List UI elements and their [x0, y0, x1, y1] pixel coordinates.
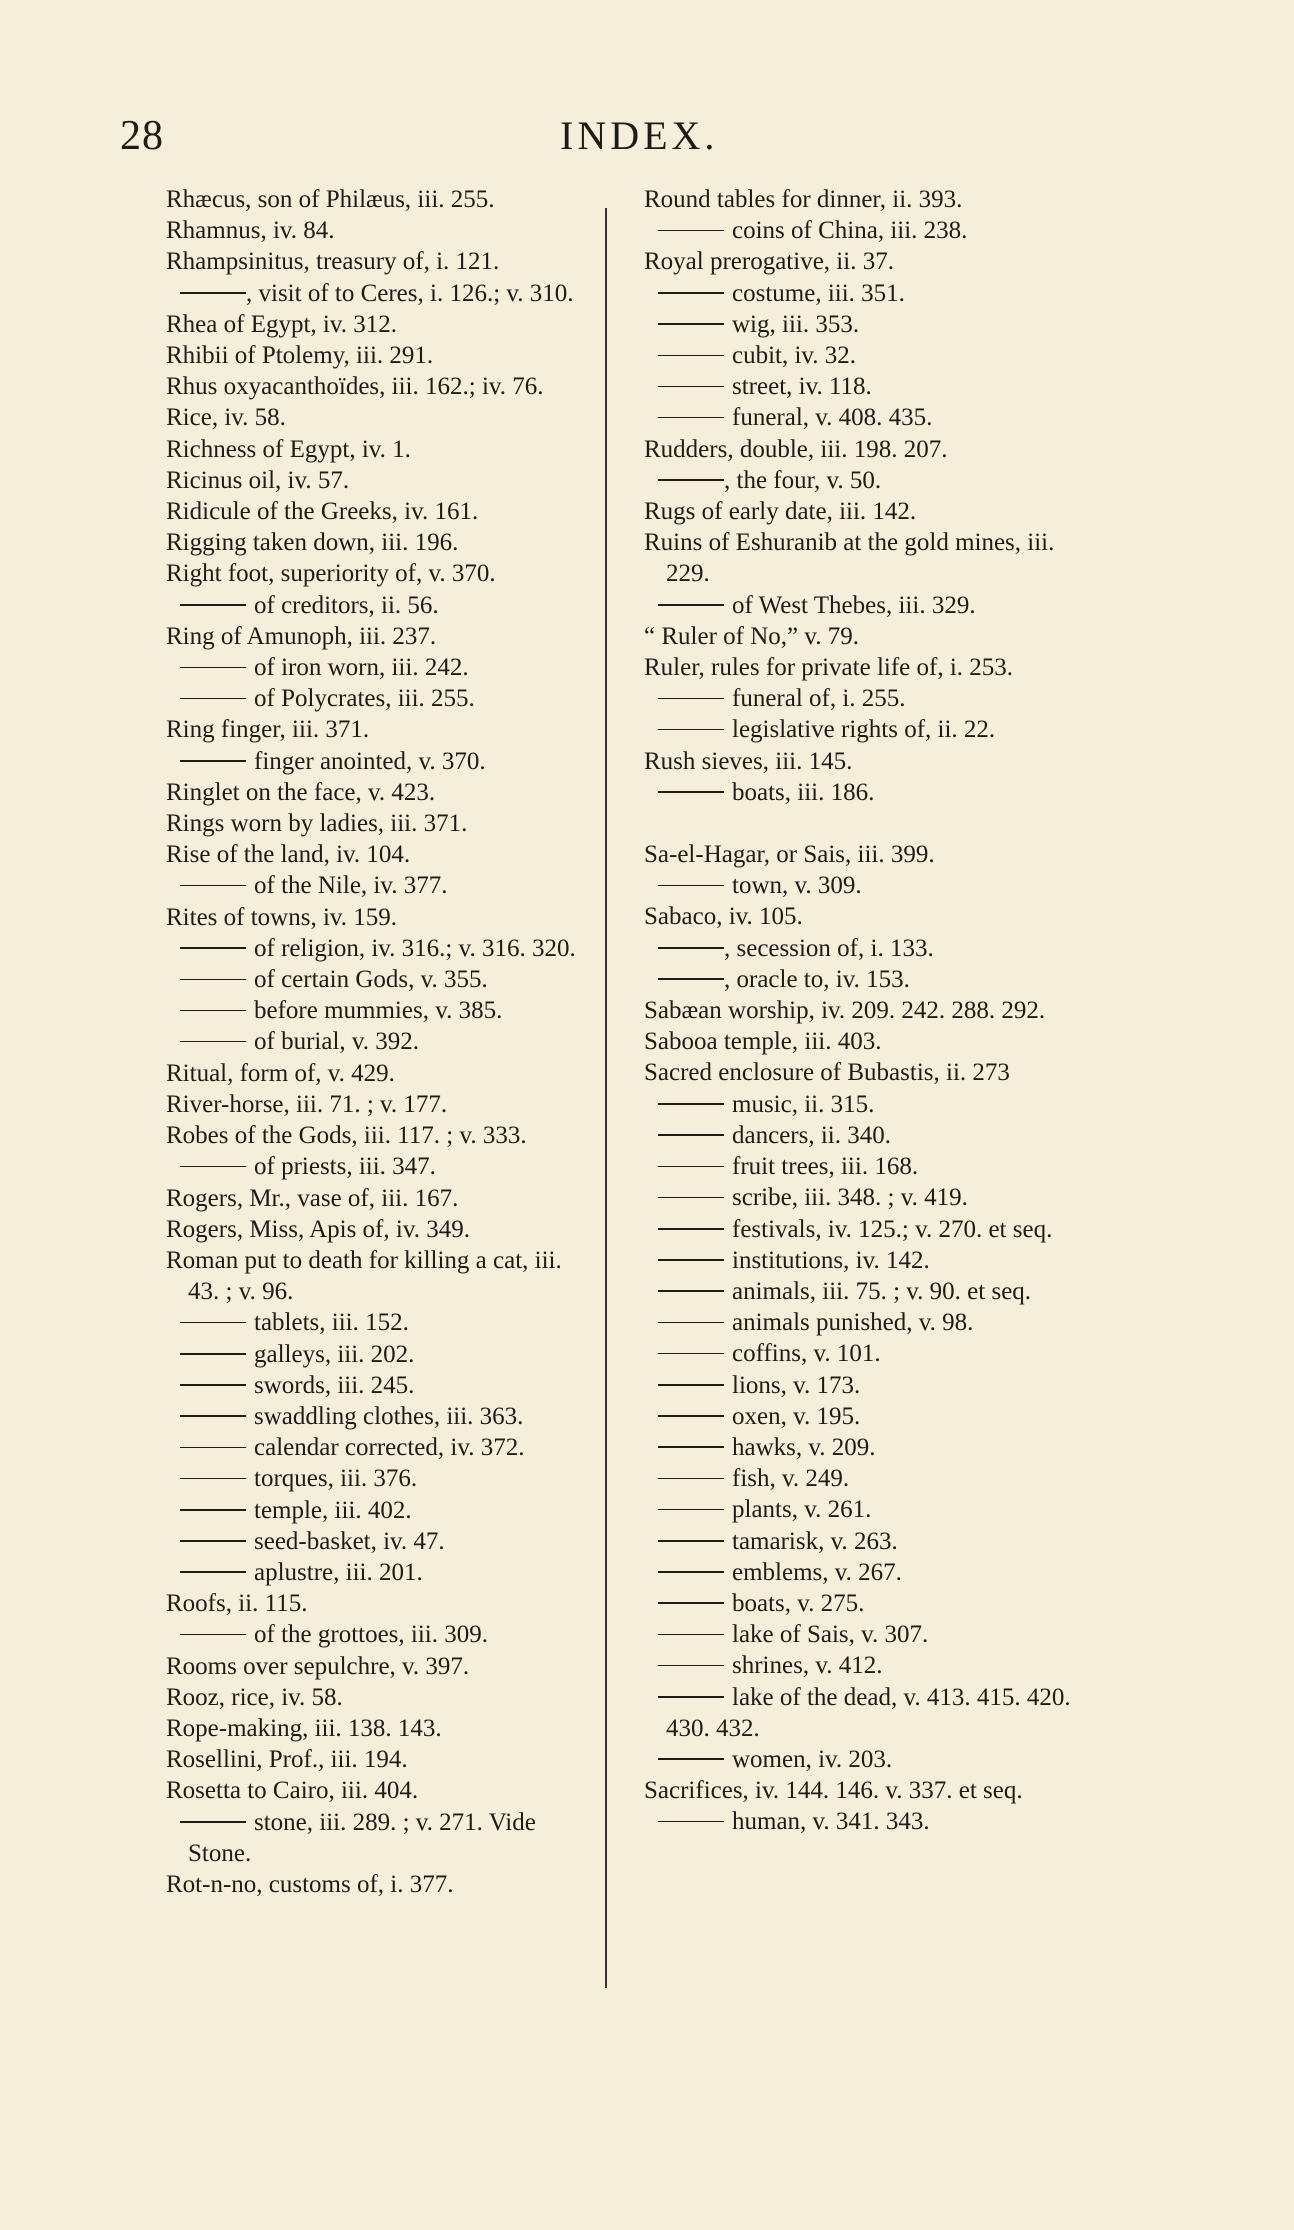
index-subentry: , oracle to, iv. 153.: [644, 964, 1074, 995]
index-entry: Rooz, rice, iv. 58.: [166, 1683, 343, 1711]
index-entry: Right foot, superiority of, v. 370.: [166, 560, 496, 588]
index-entry: Roofs, ii. 115.: [166, 1590, 308, 1618]
index-entry: Ruins of Eshuranib at the gold mines, iii. 229.: [644, 529, 1055, 588]
index-subentry: lake of Sais, v. 307.: [644, 1619, 1074, 1650]
index-entry: Richness of Egypt, iv. 1.: [166, 435, 411, 463]
index-subentry: boats, iii. 186.: [644, 777, 1074, 808]
index-entry: Rhibii of Ptolemy, iii. 291.: [166, 342, 434, 370]
index-subentry: boats, v. 275.: [644, 1588, 1074, 1619]
index-entry: Robes of the Gods, iii. 117. ; v. 333.: [166, 1122, 527, 1150]
index-entry: Rites of towns, iv. 159.: [166, 903, 398, 931]
index-subentry: of religion, iv. 316.; v. 316. 320.: [166, 933, 596, 964]
index-subentry: coins of China, iii. 238.: [644, 215, 1074, 246]
index-subentry: stone, iii. 289. ; v. 271. Vide Stone.: [166, 1807, 596, 1869]
index-subentry: street, iv. 118.: [644, 371, 1074, 402]
index-entry: Sabæan worship, iv. 209. 242. 288. 292.: [644, 997, 1046, 1025]
index-entry: Royal prerogative, ii. 37.: [644, 248, 894, 276]
index-subentry: costume, iii. 351.: [644, 278, 1074, 309]
index-entry: Sacred enclosure of Bubastis, ii. 273: [644, 1059, 1010, 1087]
index-entry: Ring finger, iii. 371.: [166, 716, 370, 744]
index-subentry: cubit, iv. 32.: [644, 340, 1074, 371]
index-subentry: of iron worn, iii. 242.: [166, 652, 596, 683]
index-subentry: of burial, v. 392.: [166, 1026, 596, 1057]
index-entry: Round tables for dinner, ii. 393.: [644, 186, 963, 213]
index-subentry: temple, iii. 402.: [166, 1495, 596, 1526]
index-entry: Ring of Amunoph, iii. 237.: [166, 622, 437, 650]
index-entry: Rogers, Miss, Apis of, iv. 349.: [166, 1215, 470, 1243]
column-divider: [605, 208, 607, 1988]
index-subentry: shrines, v. 412.: [644, 1650, 1074, 1681]
index-entry: Ricinus oil, iv. 57.: [166, 466, 350, 494]
index-subentry: legislative rights of, ii. 22.: [644, 714, 1074, 745]
index-subentry: coffins, v. 101.: [644, 1338, 1074, 1369]
index-subentry: funeral of, i. 255.: [644, 683, 1074, 714]
index-subentry: seed-basket, iv. 47.: [166, 1526, 596, 1557]
index-subentry: music, ii. 315.: [644, 1089, 1074, 1120]
index-entry: Sa-el-Hagar, or Sais, iii. 399.: [644, 841, 935, 869]
index-subentry: tamarisk, v. 263.: [644, 1526, 1074, 1557]
index-entry: Rudders, double, iii. 198. 207.: [644, 435, 948, 463]
index-entry: Ringlet on the face, v. 423.: [166, 778, 436, 806]
index-subentry: lions, v. 173.: [644, 1370, 1074, 1401]
index-entry: Rhampsinitus, treasury of, i. 121.: [166, 248, 500, 276]
index-entry: Rhæcus, son of Philæus, iii. 255.: [166, 186, 495, 213]
running-head: INDEX.: [560, 113, 719, 158]
index-entry: “ Ruler of No,” v. 79.: [644, 622, 859, 650]
index-subentry: town, v. 309.: [644, 870, 1074, 901]
index-subentry: , the four, v. 50.: [644, 465, 1074, 496]
index-entry: Rice, iv. 58.: [166, 404, 286, 432]
index-subentry: , visit of to Ceres, i. 126.; v. 310.: [166, 278, 596, 309]
index-subentry: of Polycrates, iii. 255.: [166, 683, 596, 714]
index-subentry: swords, iii. 245.: [166, 1370, 596, 1401]
section-gap: [644, 808, 1074, 839]
index-entry: Rosetta to Cairo, iii. 404.: [166, 1777, 419, 1805]
index-subentry: fruit trees, iii. 168.: [644, 1151, 1074, 1182]
index-subentry: animals, iii. 75. ; v. 90. et seq.: [644, 1276, 1074, 1307]
index-subentry: oxen, v. 195.: [644, 1401, 1074, 1432]
index-subentry: plants, v. 261.: [644, 1494, 1074, 1525]
index-subentry: galleys, iii. 202.: [166, 1339, 596, 1370]
index-subentry: institutions, iv. 142.: [644, 1245, 1074, 1276]
index-subentry: funeral, v. 408. 435.: [644, 402, 1074, 433]
index-entry: Ritual, form of, v. 429.: [166, 1059, 395, 1087]
index-entry: Sacrifices, iv. 144. 146. v. 337. et seq.: [644, 1777, 1023, 1805]
index-subentry: finger anointed, v. 370.: [166, 746, 596, 777]
index-entry: Ridicule of the Greeks, iv. 161.: [166, 498, 479, 526]
index-subentry: human, v. 341. 343.: [644, 1806, 1074, 1837]
index-subentry: dancers, ii. 340.: [644, 1120, 1074, 1151]
index-subentry: wig, iii. 353.: [644, 309, 1074, 340]
index-entry: Rush sieves, iii. 145.: [644, 747, 853, 775]
index-entry: Rosellini, Prof., iii. 194.: [166, 1746, 408, 1774]
index-subentry: of the Nile, iv. 377.: [166, 870, 596, 901]
index-subentry: lake of the dead, v. 413. 415. 420. 430. 432.: [644, 1682, 1074, 1744]
index-subentry: , secession of, i. 133.: [644, 933, 1074, 964]
index-entry: Sabaco, iv. 105.: [644, 903, 803, 931]
index-entry: Rhamnus, iv. 84.: [166, 217, 335, 245]
index-subentry: torques, iii. 376.: [166, 1463, 596, 1494]
page-header: [0, 112, 1294, 172]
index-subentry: fish, v. 249.: [644, 1463, 1074, 1494]
index-subentry: before mummies, v. 385.: [166, 995, 596, 1026]
index-entry: Roman put to death for killing a cat, iii. 43. ; v. 96.: [166, 1246, 562, 1306]
page-number: 28: [120, 113, 164, 159]
index-subentry: of West Thebes, iii. 329.: [644, 590, 1074, 621]
index-subentry: swaddling clothes, iii. 363.: [166, 1401, 596, 1432]
index-entry: Sabooa temple, iii. 403.: [644, 1028, 882, 1056]
index-entry: Rope-making, iii. 138. 143.: [166, 1714, 442, 1742]
index-column-left: [166, 184, 596, 1900]
index-entry: Rhea of Egypt, iv. 312.: [166, 310, 397, 338]
index-subentry: hawks, v. 209.: [644, 1432, 1074, 1463]
index-entry: Rise of the land, iv. 104.: [166, 841, 411, 869]
index-entry: Rot-n-no, customs of, i. 377.: [166, 1870, 454, 1898]
index-subentry: tablets, iii. 152.: [166, 1307, 596, 1338]
index-entry: Rigging taken down, iii. 196.: [166, 529, 459, 557]
index-entry: River-horse, iii. 71. ; v. 177.: [166, 1090, 448, 1118]
index-entry: Rings worn by ladies, iii. 371.: [166, 810, 468, 838]
index-subentry: scribe, iii. 348. ; v. 419.: [644, 1182, 1074, 1213]
index-subentry: animals punished, v. 98.: [644, 1307, 1074, 1338]
index-entry: Rhus oxyacanthoïdes, iii. 162.; iv. 76.: [166, 373, 544, 401]
index-entry: Rogers, Mr., vase of, iii. 167.: [166, 1184, 459, 1212]
index-subentry: of certain Gods, v. 355.: [166, 964, 596, 995]
index-subentry: aplustre, iii. 201.: [166, 1557, 596, 1588]
index-subentry: emblems, v. 267.: [644, 1557, 1074, 1588]
index-entry: Rooms over sepulchre, v. 397.: [166, 1652, 470, 1680]
index-subentry: women, iv. 203.: [644, 1744, 1074, 1775]
index-entry: Ruler, rules for private life of, i. 253.: [644, 654, 1014, 682]
index-column-right: [644, 184, 1074, 1838]
index-subentry: calendar corrected, iv. 372.: [166, 1432, 596, 1463]
index-subentry: of the grottoes, iii. 309.: [166, 1619, 596, 1650]
index-subentry: of priests, iii. 347.: [166, 1151, 596, 1182]
index-entry: Rugs of early date, iii. 142.: [644, 498, 917, 526]
index-subentry: of creditors, ii. 56.: [166, 590, 596, 621]
index-subentry: festivals, iv. 125.; v. 270. et seq.: [644, 1214, 1074, 1245]
